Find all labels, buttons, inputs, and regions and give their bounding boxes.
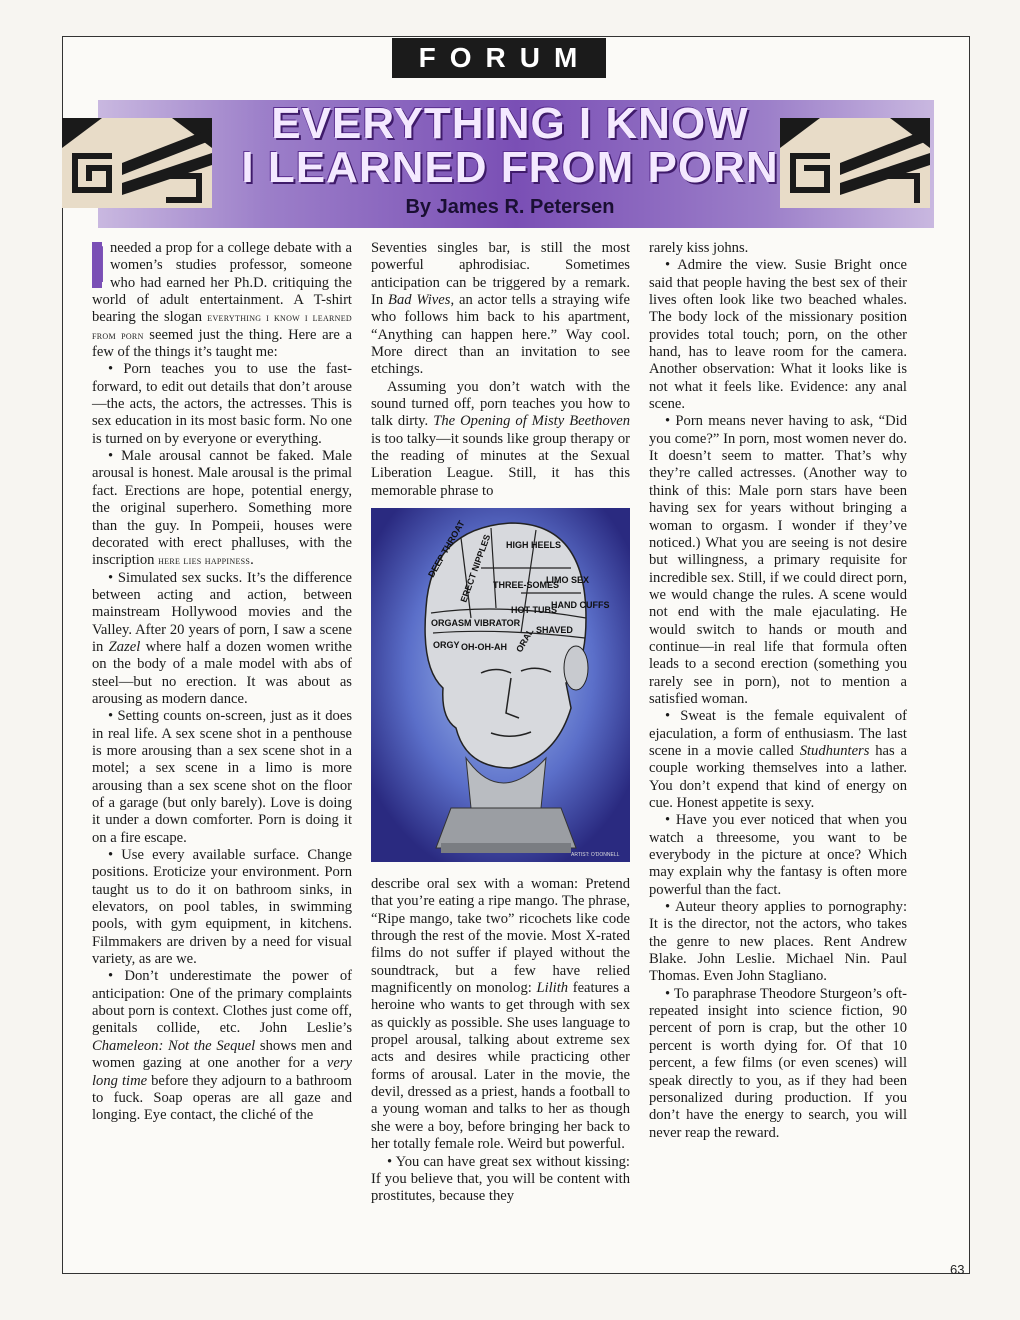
paragraph: • Use every available surface. Change positions. Eroticize your environment. Porn taught us to do it on bathroom sinks, in elevators, on pool tables, in swimming pools, with gym equipment, in kitchens. Filmmakers are driven by a need for visual variety, as are we. bbox=[92, 847, 352, 968]
label-erect-nipples: ERECT NIPPLES bbox=[458, 533, 493, 604]
paragraph: • Auteur theory applies to pornography: It is the director, not the actors, who takes the genre to new places. Rent Andrew Blake. John Leslie. Michael Nin. Paul Thomas. Even John Stagliano. bbox=[649, 899, 907, 985]
label-high-heels: HIGH HEELS bbox=[506, 540, 562, 550]
paragraph bbox=[371, 876, 630, 1154]
inscription-smallcaps: here lies happiness bbox=[158, 553, 251, 568]
film-title: Zazel bbox=[108, 638, 141, 655]
article-column-3 bbox=[649, 240, 907, 1142]
film-title: Studhunters bbox=[799, 742, 870, 759]
intro-paragraph bbox=[92, 236, 353, 361]
text-run: describe oral sex with a woman: Pretend that you’re eating a ripe mango. The phrase, “Ripe mango, take two” ricochets like code through the rest of the movie. Most X-rated films do not suffer if played without the soundtrack, but a few have relied magnificently on monolog: bbox=[371, 876, 630, 997]
paragraph: rarely kiss johns. bbox=[649, 240, 749, 256]
text-run: shows men and women gazing at one another for a bbox=[92, 1037, 353, 1072]
byline: By James R. Petersen bbox=[405, 196, 615, 218]
film-title: Chameleon: Not the Sequel bbox=[92, 1037, 256, 1054]
film-title: Bad Wives bbox=[388, 292, 451, 309]
label-limo-sex: LIMO SEX bbox=[546, 575, 590, 585]
tribal-pattern-left-icon bbox=[62, 118, 212, 208]
article-column-2-bottom bbox=[371, 876, 630, 1206]
text-run: seemed just the thing. Here are a few of the things it’s taught me: bbox=[92, 326, 352, 361]
paragraph: • Have you ever noticed that when you watch a threesome, you want to be everybody in the picture at once? Which may explain why the fantasy is often more powerful than the fact. bbox=[649, 812, 907, 898]
text-run: • Simulated sex sucks. It’s the difference between acting and action, between mainstream Hollywood movies and the Valley. After 20 years of porn, I saw a scene in bbox=[92, 569, 352, 655]
label-handcuffs: HAND CUFFS bbox=[551, 600, 610, 610]
text-run: needed a prop for a college debate with a women’s studies professor, someone who had earned her Ph.D. critiquing the world of adult entertainment. A T-shirt bearing the slogan bbox=[92, 240, 352, 326]
title-line-2: I LEARNED FROM PORN bbox=[241, 143, 779, 192]
drop-cap: I bbox=[92, 236, 107, 294]
label-hot-tubs: HOT TUBS bbox=[511, 605, 557, 615]
text-run: features a heroine who wants to get through with sex as quickly as possible. She uses language to propel arousal, talking about extreme sex acts and desires while practicing other forms of arousal. Later in the movie, the devil, dressed as a priest, hands a football to a young woman and talks to her as though she were a boy, before bringing her back to her totally female role. Weird but powerful. bbox=[371, 980, 630, 1153]
label-oh-oh-ah: OH-OH-AH bbox=[461, 642, 507, 652]
text-run: . bbox=[250, 552, 254, 569]
illustration-credit: ARTIST: O'DONNELL bbox=[571, 852, 620, 858]
article-title bbox=[210, 99, 810, 192]
paragraph bbox=[92, 968, 352, 1124]
paragraph bbox=[92, 448, 352, 569]
text-run: has a couple working themselves into a lather. You don’t expend that kind of energy on cue. Honest appetite is sexy. bbox=[649, 742, 908, 811]
label-vibrator: VIBRATOR bbox=[474, 618, 521, 628]
text-run: • Sweat is the female equivalent of ejaculation, a form of enthusiasm. The last scene in a movie called bbox=[649, 708, 907, 759]
film-title: Lilith bbox=[536, 980, 569, 997]
paragraph bbox=[649, 708, 907, 812]
label-orgy: ORGY bbox=[433, 640, 460, 650]
label-deep-throat: DEEP THROAT bbox=[426, 518, 467, 579]
paragraph bbox=[371, 240, 630, 379]
phrenology-head-illustration bbox=[371, 508, 630, 862]
title-line-1: EVERYTHING I KNOW bbox=[271, 99, 749, 148]
text-run: is too talky—it sounds like group therapy or the reading of minutes at the Sexual Liberation League. Still, it has this memorable phrase to bbox=[371, 430, 630, 499]
paragraph: • Setting counts on-screen, just as it does in real life. A sex scene shot in a penthouse is more arousing than a sex scene shot in a motel; a sex scene in a limo is more arousing than a sex scene shot on the floor of a garage (but only barely). Love is doing it under a down comforter. Porn is doing it on a fire escape. bbox=[92, 708, 352, 846]
text-run: where half a dozen women writhe on the body of a male model with abs of steel—but no erection. It was about as arousing as modern dance. bbox=[92, 638, 352, 707]
paragraph: • Porn means never having to ask, “Did you come?” In porn, most women never do. It doesn’t seem to matter. That’s why they’re called actresses. (Another way to think of this: Male porn stars have been having sex for years without bringing a woman to orgasm. I wonder if they’ve noticed.) What you are seeing is not desire but willingness, a primary requisite for incredible sex. Still, if we could direct porn, we would change the rules. A scene would not end with the male ejaculating. He would switch to hands or mouth and continue—in real life that formula often leads to a second erection (something you rarely see in porn), not to mention a satisfied woman. bbox=[649, 413, 907, 707]
page-number: 63 bbox=[950, 1262, 965, 1277]
text-run: before they adjourn to a bathroom to fuck. Soap operas are all gaze and longing. Eye contact, the cliché of the bbox=[92, 1072, 352, 1124]
paragraph: • Admire the view. Susie Bright once said that people having the best sex of their lives often look like two beached whales. The body lock of the missionary position provides total touch; porn, on the other hand, has to leave room for the camera. Another observation: What it looks like is not what it feels like. Evidence: any anal scene. bbox=[649, 257, 907, 413]
paragraph bbox=[92, 570, 352, 709]
article-column-1 bbox=[92, 236, 353, 1125]
paragraph: • Porn teaches you to use the fast-forward, to edit out details that don’t arouse—the acts, the actors, the actresses. This is sex education in its most basic form. No one is turned on by everyone or everything. bbox=[92, 361, 352, 447]
emphasis: very long time bbox=[92, 1055, 352, 1089]
text-run: • Don’t underestimate the power of anticipation: One of the primary complaints about porn is context. Clothes just come off, genitals collide, etc. John Leslie’s bbox=[92, 968, 352, 1037]
text-run: • Male arousal cannot be faked. Male arousal is honest. Male arousal is the primal fact. Erections are hope, potential energy, the original superhero. Something more than the guy. In Pompeii, houses were decorated with erect phalluses, with the inscription bbox=[92, 448, 352, 569]
label-shaved: SHAVED bbox=[536, 625, 573, 635]
text-run: Assuming you don’t watch with the sound turned off, porn teaches you how to talk dirty. bbox=[371, 378, 630, 430]
section-label: FORUM bbox=[392, 38, 606, 78]
paragraph: • You can have great sex without kissing: If you believe that, you will be content with prostitutes, because they bbox=[371, 1153, 630, 1205]
label-threesomes: THREE-SOMES bbox=[493, 580, 560, 590]
text-run: , an actor tells a straying wife who follows him back to his apartment, “Anything can happen here.” Way cool. More direct than an invitation to see etchings. bbox=[371, 292, 630, 378]
paragraph bbox=[371, 379, 630, 500]
article-column-2-top bbox=[371, 240, 630, 500]
text-run: Seventies singles bar, is still the most powerful aphrodisiac. Sometimes anticipation can be triggered by a remark. In bbox=[371, 240, 630, 309]
paragraph: • To paraphrase Theodore Sturgeon’s oft-repeated insight into science fiction, 90 percent of porn is crap, but the other 10 percent is worth dying for. Of that 10 percent, a few films (or even scenes) will speak directly to you, as if they had been personalized during production. If you don’t have the energy to search, you will never reap the reward. bbox=[649, 985, 907, 1141]
slogan-smallcaps: everything i know i learned from porn bbox=[92, 310, 353, 342]
film-title: The Opening of Misty Beethoven bbox=[433, 413, 630, 430]
label-oral: ORAL bbox=[514, 626, 536, 654]
label-orgasm: ORGASM bbox=[431, 618, 472, 628]
